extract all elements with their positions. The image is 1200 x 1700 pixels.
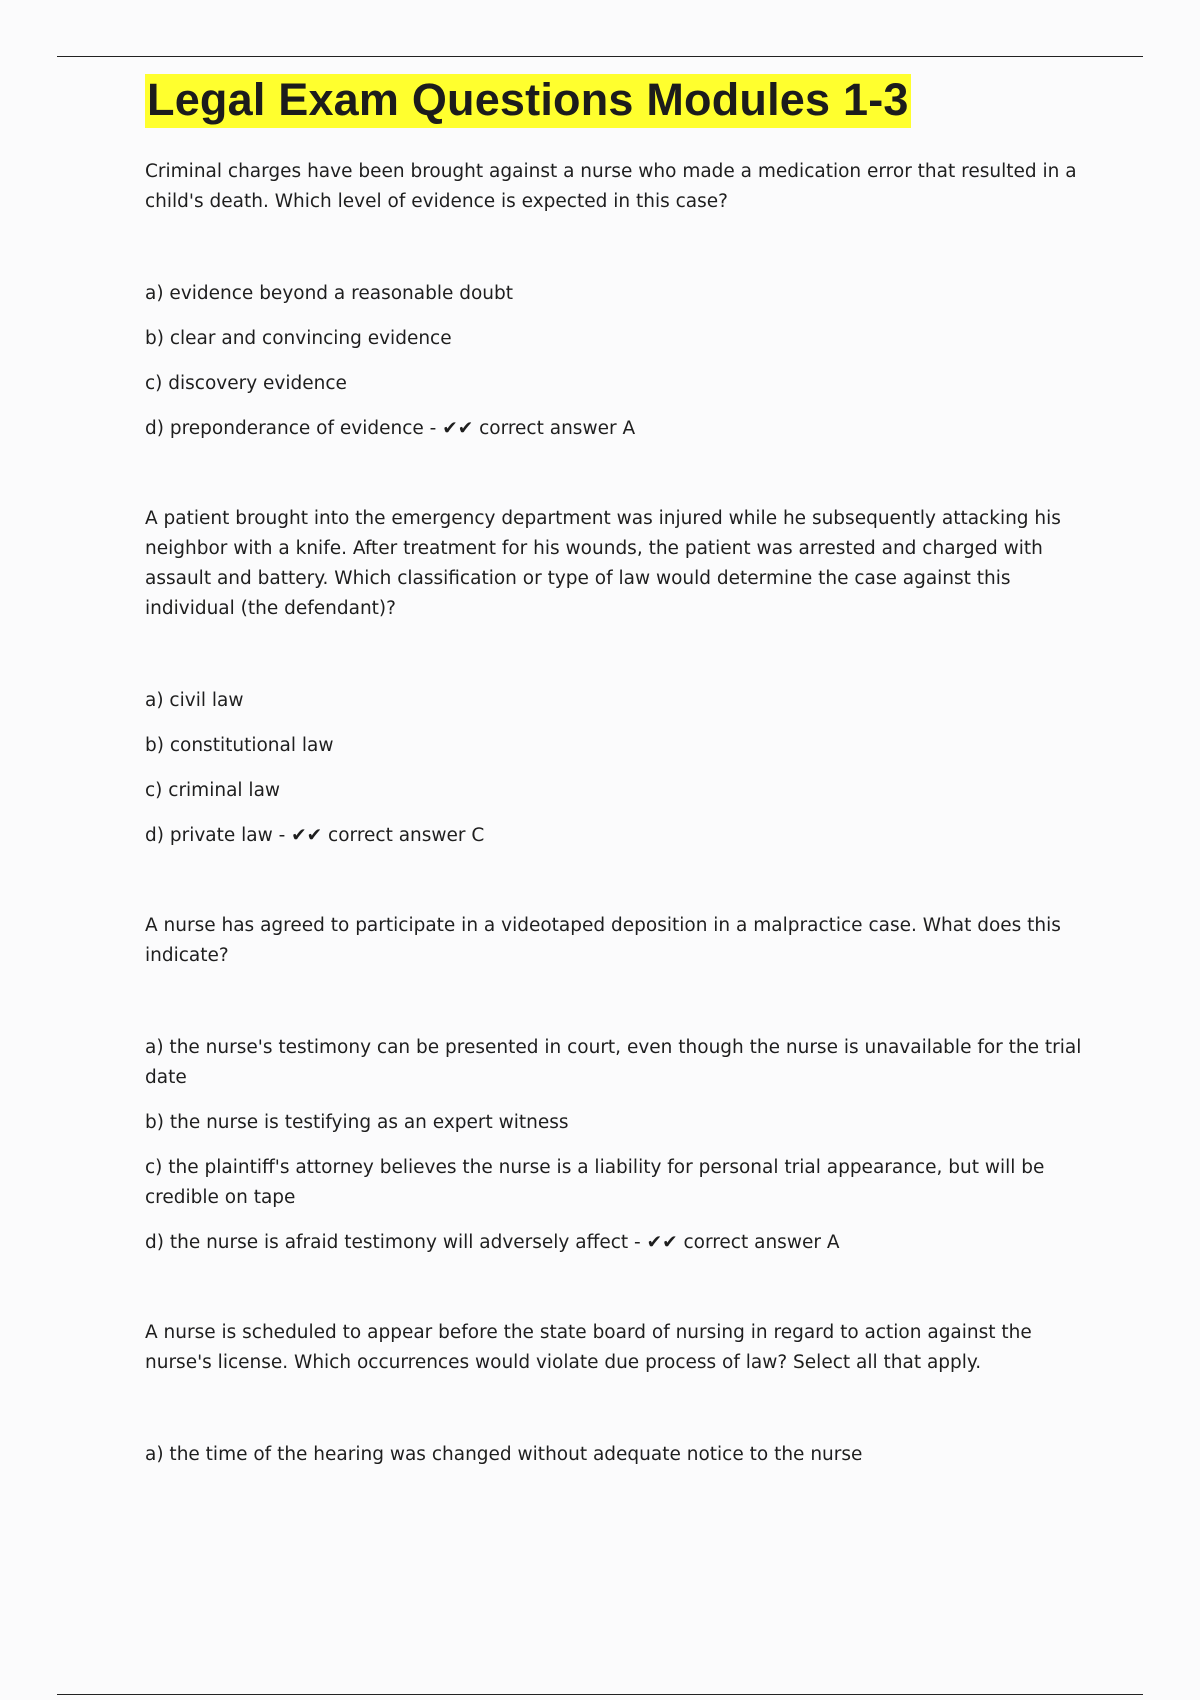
- option-item: d) the nurse is afraid testimony will adversely affect - ✔✔ correct answer A: [145, 1232, 840, 1253]
- option-item: b) the nurse is testifying as an expert witness: [145, 1112, 569, 1133]
- option-item: a) the time of the hearing was changed without adequate notice to the nurse: [145, 1444, 863, 1465]
- option-list: [145, 1440, 1090, 1470]
- document-body: [145, 74, 1090, 1485]
- question-block: [145, 504, 1090, 851]
- option-list: [145, 279, 1090, 444]
- question-text: A patient brought into the emergency department was injured while he subsequently attacking his neighbor with a knife. After treatment for his wounds, the patient was arrested and charged with assault and battery. Which classification or type of law would determine the case against this individual (the defendant)?: [145, 508, 1061, 619]
- option-item: a) the nurse's testimony can be presented in court, even though the nurse is unavailable for the trial date: [145, 1037, 1082, 1088]
- option-item: c) criminal law: [145, 780, 281, 801]
- question-block: [145, 1318, 1090, 1470]
- option-item: a) civil law: [145, 690, 244, 711]
- question-block: [145, 911, 1090, 1258]
- question-text: Criminal charges have been brought against a nurse who made a medication error that resulted in a child's death. Which level of evidence is expected in this case?: [145, 161, 1077, 212]
- option-item: d) preponderance of evidence - ✔✔ correct answer A: [145, 418, 636, 439]
- option-list: [145, 1033, 1090, 1258]
- option-item: a) evidence beyond a reasonable doubt: [145, 283, 514, 304]
- option-item: c) discovery evidence: [145, 373, 347, 394]
- question-block: [145, 157, 1090, 444]
- option-list: [145, 686, 1090, 851]
- question-text: A nurse has agreed to participate in a videotaped deposition in a malpractice case. What does this indicate?: [145, 915, 1061, 966]
- top-rule: [57, 56, 1143, 57]
- bottom-rule: [57, 1694, 1143, 1695]
- question-text: A nurse is scheduled to appear before the state board of nursing in regard to action against the nurse's license. Which occurrences would violate due process of law? Select all that apply.: [145, 1322, 1032, 1373]
- option-item: d) private law - ✔✔ correct answer C: [145, 825, 485, 846]
- document-title: Legal Exam Questions Modules 1-3: [145, 74, 911, 128]
- option-item: b) clear and convincing evidence: [145, 328, 452, 349]
- option-item: b) constitutional law: [145, 735, 334, 756]
- option-item: c) the plaintiff's attorney believes the nurse is a liability for personal trial appearance, but will be credible on tape: [145, 1157, 1045, 1208]
